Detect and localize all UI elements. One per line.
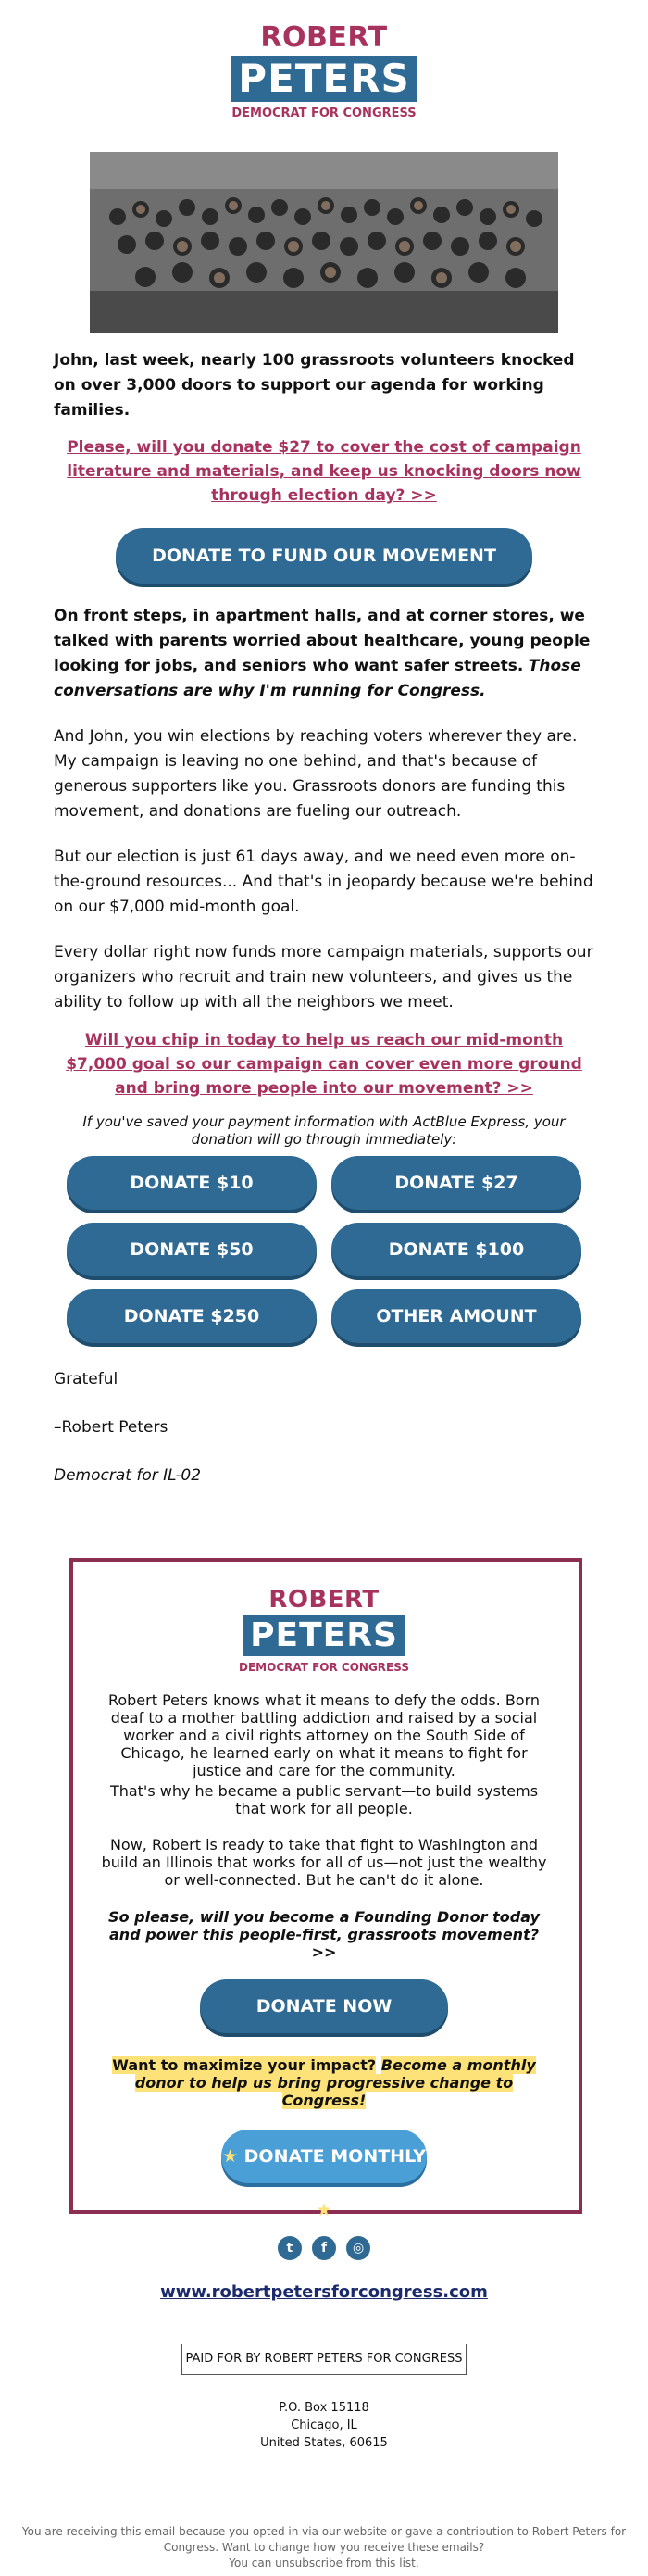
donate-100-button[interactable]: DONATE $100 [331, 1223, 581, 1276]
election-days-paragraph: But our election is just 61 days away, and we need even more on-the-ground resources... And that's in jeopardy because we're behind on our $7,000 mid-month goal. [54, 848, 593, 916]
star-icon: ★ [316, 2200, 332, 2220]
paid-for-disclaimer: PAID FOR BY ROBERT PETERS FOR CONGRESS [181, 2344, 467, 2375]
donate-monthly-button[interactable] [221, 2130, 427, 2220]
bio-logo-first-name: ROBERT [268, 1586, 380, 1614]
bio-campaign-logo [0, 1586, 648, 1675]
monthly-donor-ask [97, 2056, 551, 2109]
website-link[interactable]: www.robertpetersforcongress.com [160, 2282, 488, 2302]
address-line-3: United States, 60615 [260, 2436, 388, 2450]
star-icon: ★ [221, 2146, 239, 2167]
address-line-1: P.O. Box 15118 [279, 2401, 369, 2415]
donate-50-button[interactable]: DONATE $50 [67, 1223, 317, 1276]
donate-fund-movement-button[interactable]: DONATE TO FUND OUR MOVEMENT [116, 528, 532, 584]
signoff-name: –Robert Peters [54, 1418, 168, 1437]
logo-first-name: ROBERT [260, 21, 388, 54]
address-line-2: Chicago, IL [291, 2419, 357, 2432]
donate-27-link[interactable]: Please, will you donate $27 to cover the cost of campaign literature and materials, and keep us knocking doors now through election day? >> [67, 438, 581, 505]
chip-in-link[interactable]: Will you chip in today to help us reach our mid-month $7,000 goal so our campaign can cover even more ground and bring more people into our movement? >> [66, 1031, 582, 1098]
instagram-icon[interactable]: ◎ [346, 2236, 370, 2260]
footer-opt-in-text: You are receiving this email because you opted in via our website or gave a contribution to Robert Peters for Congress. Want to change how you receive these emails? [21, 2525, 627, 2554]
monthly-ask-italic: Become a monthly donor to help us bring progressive change to Congress! [134, 2056, 536, 2109]
bio-paragraph-1: Robert Peters knows what it means to defy the odds. Born deaf to a mother battling addiction and raised by a social worker and a civil rights attorney on the South Side of Chicago, he learned early on what it means to fight for justice and care for the community. [107, 1691, 541, 1779]
bio-logo-last-name: PETERS [243, 1615, 405, 1656]
social-links [0, 2236, 648, 2260]
mailing-address [0, 2399, 648, 2452]
donate-27-button[interactable]: DONATE $27 [331, 1156, 581, 1210]
bio-logo-tagline: DEMOCRAT FOR CONGRESS [239, 1661, 409, 1674]
conversations-italic-text: Those conversations are why I'm running for Congress. [54, 657, 581, 700]
campaign-logo [0, 22, 648, 122]
every-dollar-paragraph: Every dollar right now funds more campaign materials, supports our organizers who recruit and train new volunteers, and gives us the ability to follow up with all the neighbors we meet. [54, 943, 593, 1012]
conversations-bold-text: On front steps, in apartment halls, and at corner stores, we talked with parents worried about healthcare, young people looking for jobs, and seniors who want safer streets. [54, 607, 591, 675]
monthly-ask-bold: Want to maximize your impact? [112, 2056, 377, 2074]
intro-paragraph: John, last week, nearly 100 grassroots volunteers knocked on over 3,000 doors to support our agenda for working families. [54, 351, 575, 420]
actblue-express-note: If you've saved your payment information with ActBlue Express, your donation will go through immediately: [82, 1113, 566, 1148]
logo-last-name: PETERS [231, 56, 417, 102]
signoff-grateful: Grateful [54, 1370, 118, 1389]
bio-paragraph-3: Now, Robert is ready to take that fight to Washington and build an Illinois that works for all of us—not just the wealthy or well-connected. But he can't do it alone. [101, 1836, 547, 1889]
conversations-paragraph [54, 604, 594, 704]
bio-paragraph-2: That's why he became a public servant—to build systems that work for all people. [109, 1782, 539, 1817]
donate-10-button[interactable]: DONATE $10 [67, 1156, 317, 1210]
logo-tagline: DEMOCRAT FOR CONGRESS [231, 107, 417, 120]
facebook-icon[interactable]: f [312, 2236, 336, 2260]
founding-donor-ask: So please, will you become a Founding Donor today and power this people-first, grassroots movement? >> [108, 1908, 540, 1961]
donate-monthly-label: DONATE MONTHLY [243, 2146, 426, 2167]
signoff-title: Democrat for IL-02 [54, 1466, 202, 1485]
reaching-voters-paragraph: And John, you win elections by reaching voters wherever they are. My campaign is leaving no one behind, and that's because of generous supporters like you. Grassroots donors are funding this movement, and donations are fueling our outreach. [54, 727, 578, 821]
donate-now-button[interactable]: DONATE NOW [200, 1979, 448, 2033]
donate-250-button[interactable]: DONATE $250 [67, 1289, 317, 1343]
other-amount-button[interactable]: OTHER AMOUNT [331, 1289, 581, 1343]
unsubscribe-link[interactable]: You can unsubscribe from this list. [229, 2557, 419, 2570]
photo-illustration [90, 152, 558, 333]
twitter-icon[interactable]: t [278, 2236, 302, 2260]
email-footer [0, 2524, 648, 2571]
volunteers-group-photo [90, 152, 558, 333]
